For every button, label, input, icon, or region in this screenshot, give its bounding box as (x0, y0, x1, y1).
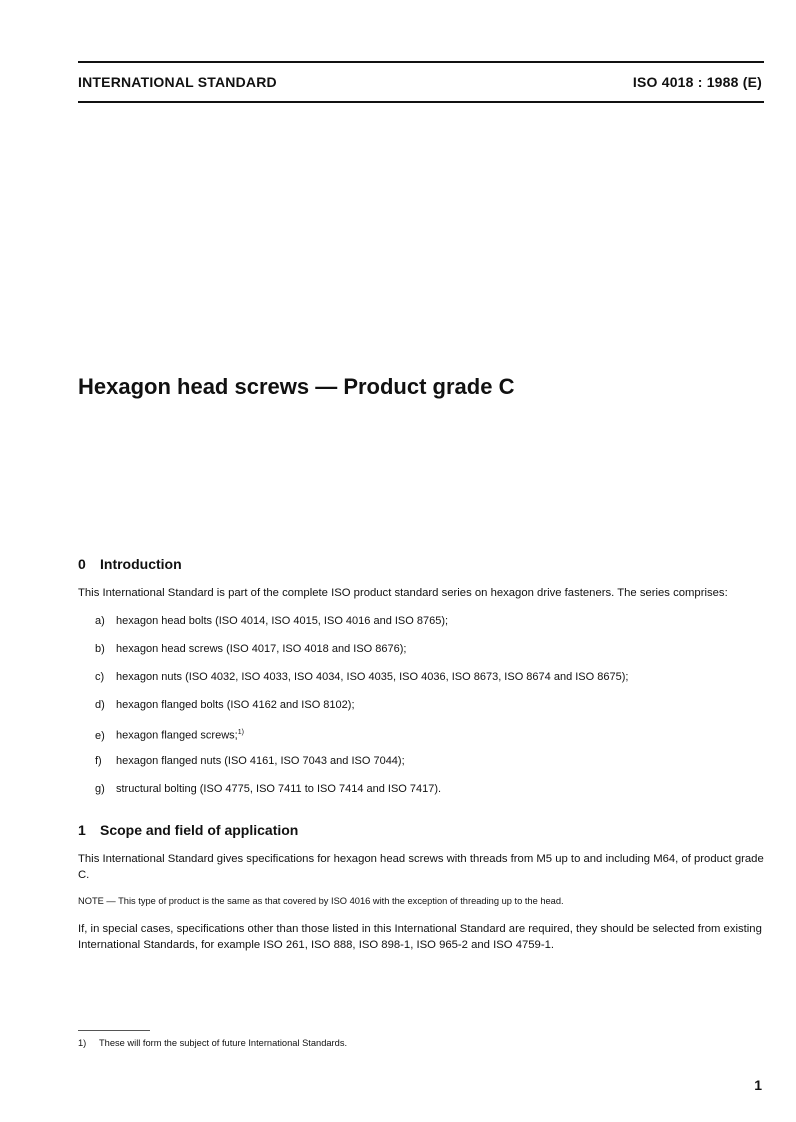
header-document-number: ISO 4018 : 1988 (E) (632, 74, 762, 90)
footnote-reference: 1) (237, 729, 244, 736)
footnote (78, 1037, 347, 1049)
list-item-marker: a) (95, 615, 105, 627)
section-heading-scope (78, 822, 298, 838)
header-standard-label: INTERNATIONAL STANDARD (78, 74, 277, 90)
introduction-paragraph: This International Standard is part of the complete ISO product standard series on hexagon drive fasteners. The series comprises: (78, 587, 728, 599)
header-top-rule (78, 61, 764, 63)
section-number: 0 (78, 556, 86, 572)
list-item (95, 698, 355, 712)
list-item-text: hexagon flanged bolts (ISO 4162 and ISO 8102); (116, 699, 355, 711)
document-title: Hexagon head screws — Product grade C (78, 374, 515, 399)
list-item-text: hexagon head bolts (ISO 4014, ISO 4015, ISO 4016 and ISO 8765); (116, 615, 449, 627)
scope-note: NOTE — This type of product is the same as that covered by ISO 4016 with the exception of threading up to the head. (78, 896, 564, 906)
list-item (95, 614, 448, 628)
footnote-text: These will form the subject of future International Standards. (99, 1038, 348, 1048)
list-item-marker: c) (95, 671, 105, 683)
list-item-text: hexagon flanged screws; (116, 729, 238, 742)
list-item (95, 670, 628, 684)
list-item (95, 754, 405, 768)
footnote-marker: 1) (78, 1038, 87, 1048)
list-item (95, 642, 406, 656)
list-item-marker: d) (95, 699, 105, 711)
list-item (95, 782, 441, 796)
list-item-marker: b) (95, 643, 105, 655)
list-item-text: structural bolting (ISO 4775, ISO 7411 to ISO 7414 and ISO 7417). (116, 783, 442, 795)
list-item-text: hexagon flanged nuts (ISO 4161, ISO 7043 and ISO 7044); (116, 755, 405, 767)
section-title: Introduction (100, 556, 182, 572)
page-number: 1 (754, 1077, 762, 1093)
list-item-marker: e) (95, 729, 105, 742)
list-item-marker: f) (95, 755, 102, 767)
list-item-text: hexagon head screws (ISO 4017, ISO 4018 and ISO 8676); (116, 643, 407, 655)
scope-special-cases-paragraph: If, in special cases, specifications other than those listed in this International Standard are required, they should be selected from existing International Standards, for example ISO 261, ISO 888, ISO 898-1, ISO 965-2 and ISO 4759-1. (78, 923, 762, 951)
list-item-text: hexagon nuts (ISO 4032, ISO 4033, ISO 4034, ISO 4035, ISO 4036, ISO 8673, ISO 8674 and ISO 8675); (116, 671, 629, 683)
section-heading-introduction (78, 556, 182, 572)
footnote-separator (78, 1030, 150, 1031)
list-item (95, 726, 244, 743)
scope-paragraph: This International Standard gives specifications for hexagon head screws with threads from M5 up to and including M64, of product grade C. (78, 853, 764, 881)
section-number: 1 (78, 822, 86, 838)
list-item-marker: g) (95, 783, 105, 795)
section-title: Scope and field of application (100, 822, 299, 838)
header-bottom-rule (78, 101, 764, 103)
